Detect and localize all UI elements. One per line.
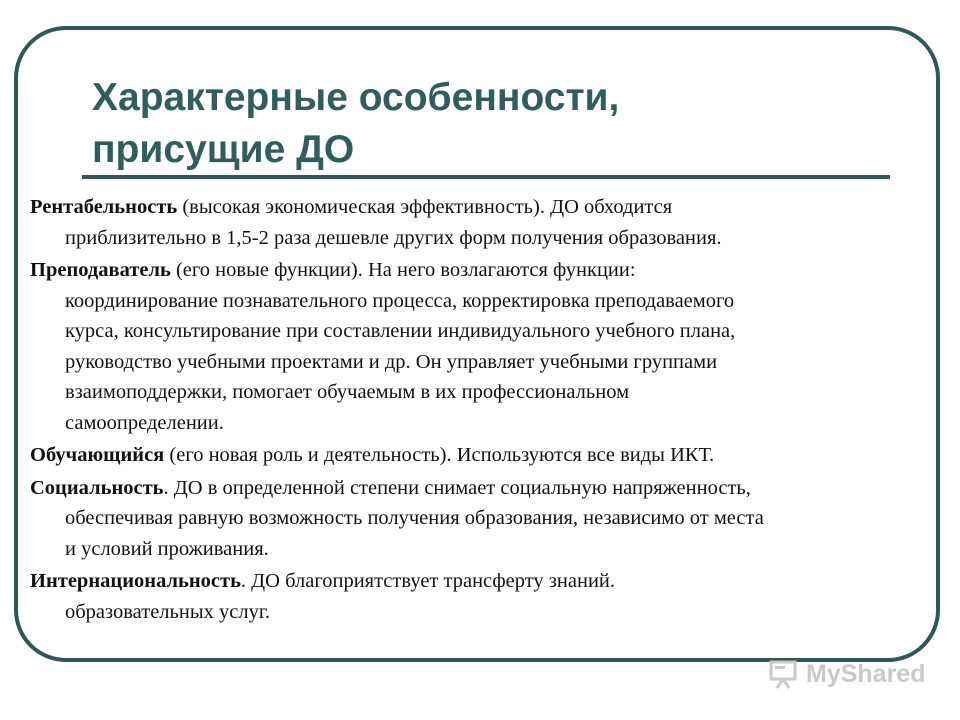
- item-line: руководство учебными проектами и др. Он управляет учебными группами: [65, 350, 718, 373]
- text-sociality: . ДО в определенной степени снимает социальную напряженность,: [163, 476, 751, 499]
- item-profitability: [30, 192, 935, 253]
- term-internationality: Интернациональность: [30, 570, 241, 592]
- item-teacher: [30, 255, 935, 438]
- item-line: самоопределении.: [65, 411, 224, 434]
- term-profitability: Рентабельность: [30, 196, 178, 218]
- text-profitability: (высокая экономическая эффективность). ДО обходится: [177, 196, 673, 218]
- item-line: приблизительно в 1,5-2 раза дешевле других форм получения образования.: [65, 226, 722, 249]
- item-learner: [30, 440, 935, 471]
- title-line-1: Характерные особенности,: [92, 76, 620, 119]
- item-line: взаимоподдержки, помогает обучаемым в их профессиональном: [65, 381, 630, 403]
- slide-body: [30, 192, 935, 629]
- item-line: и условий проживания.: [65, 537, 269, 560]
- title-line-2: присущие ДО: [92, 128, 355, 171]
- slide-title: [92, 72, 892, 176]
- term-teacher: Преподаватель: [30, 259, 171, 281]
- text-internationality: . ДО благоприятствует трансферту знаний.: [240, 570, 616, 592]
- title-underline: [82, 175, 890, 179]
- item-line: курса, консультирование при составлении индивидуального учебного плана,: [65, 320, 736, 342]
- term-learner: Обучающийся: [30, 444, 165, 466]
- term-sociality: Социальность: [30, 476, 164, 499]
- watermark: [768, 654, 925, 694]
- item-internationality: [30, 566, 935, 627]
- text-teacher: (его новые функции). На него возлагаются функции:: [170, 259, 636, 281]
- watermark-text: MyShared: [806, 659, 926, 688]
- presentation-board-icon: [768, 658, 802, 690]
- item-line: образовательных услуг.: [65, 600, 271, 623]
- text-learner: (его новая роль и деятельность). Используются все виды ИКТ.: [164, 444, 715, 466]
- item-line: координирование познавательного процесса, корректировка преподаваемого: [65, 289, 735, 312]
- item-line: обеспечивая равную возможность получения образования, независимо от места: [65, 507, 764, 529]
- item-sociality: [30, 473, 935, 565]
